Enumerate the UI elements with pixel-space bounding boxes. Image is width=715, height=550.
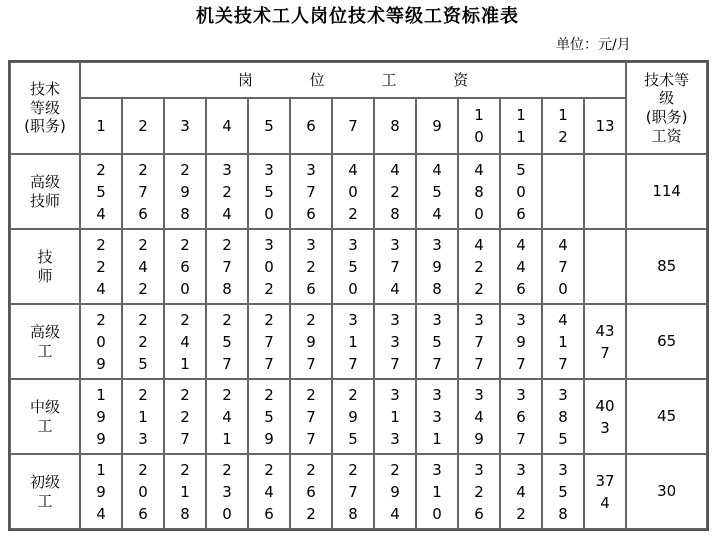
grade-wage-cell: 65 [626,304,707,379]
wage-cell: 2 7 7 [248,304,290,379]
column-header-7: 7 [332,98,374,154]
wage-cell: 4 2 2 [458,229,500,304]
wage-cell: 2 4 1 [206,379,248,454]
column-header-9: 9 [416,98,458,154]
column-header-3: 3 [164,98,206,154]
grade-label-line: 高级 [29,322,60,341]
wage-cell: 1 9 4 [80,454,122,529]
grade-label-line: 技 [37,247,53,266]
column-header-5: 5 [248,98,290,154]
wage-cell: 2 1 3 [122,379,164,454]
wage-cell: 3 5 7 [416,304,458,379]
grade-label-line: 工 [37,341,53,360]
wage-cell: 3 8 5 [542,379,584,454]
wage-cell: 3 1 3 [374,379,416,454]
wage-cell: 2 0 6 [122,454,164,529]
wage-cell: 3 3 1 [416,379,458,454]
wage-cell: 3 4 2 [500,454,542,529]
wage-cell: 3 2 4 [206,154,248,229]
wage-cell: 3 5 8 [542,454,584,529]
wage-cell: 3 7 6 [290,154,332,229]
wage-cell [584,229,626,304]
column-number-row [10,98,707,154]
unit-label: 单位：元/月 [556,37,631,53]
wage-cell: 43 7 [584,304,626,379]
wage-cell: 4 1 7 [542,304,584,379]
wage-cell: 2 5 9 [248,379,290,454]
wage-cell: 2 7 6 [122,154,164,229]
wage-cell: 3 3 7 [374,304,416,379]
wage-cell: 4 4 6 [500,229,542,304]
grade-label [10,229,80,304]
wage-cell [584,154,626,229]
wage-cell: 2 7 8 [206,229,248,304]
wage-cell: 3 7 7 [458,304,500,379]
wage-cell: 2 4 1 [164,304,206,379]
group-header-label: 岗 位 工 资 [237,70,495,89]
grade-label [10,154,80,229]
grade-wage-header-line: 工资 [651,126,682,145]
wage-cell: 2 2 5 [122,304,164,379]
grade-wage-header-line: (职务) [645,108,688,126]
wage-cell: 5 0 6 [500,154,542,229]
grade-label [10,379,80,454]
corner-header-line: 技术 [29,79,60,98]
wage-cell: 37 4 [584,454,626,529]
wage-cell: 2 3 0 [206,454,248,529]
header-row [10,62,707,98]
column-header-2: 2 [122,98,164,154]
wage-cell: 4 0 2 [332,154,374,229]
wage-cell: 1 9 9 [80,379,122,454]
grade-label-line: 技师 [29,191,60,210]
wage-cell: 40 3 [584,379,626,454]
column-header-11: 1 1 [500,98,542,154]
wage-cell: 3 7 4 [374,229,416,304]
column-header-12: 1 2 [542,98,584,154]
grade-wage-header-line: 技术等 [644,70,690,89]
wage-cell: 2 6 0 [164,229,206,304]
grade-wage-cell: 114 [626,154,707,229]
wage-cell: 2 9 4 [374,454,416,529]
wage-cell: 3 9 8 [416,229,458,304]
wage-cell: 2 7 8 [332,454,374,529]
wage-cell: 4 2 8 [374,154,416,229]
wage-cell: 3 1 0 [416,454,458,529]
wage-cell: 2 9 5 [332,379,374,454]
wage-cell: 2 2 4 [80,229,122,304]
table-row [10,154,707,229]
group-header [80,62,626,98]
wage-table [8,60,709,531]
wage-cell: 2 2 7 [164,379,206,454]
grade-label-line: 高级 [29,172,60,191]
column-header-6: 6 [290,98,332,154]
grade-wage-cell: 85 [626,229,707,304]
grade-wage-header [626,62,707,154]
wage-cell: 3 0 2 [248,229,290,304]
wage-cell: 2 4 2 [122,229,164,304]
grade-label-line: 师 [37,266,53,285]
wage-cell: 2 5 7 [206,304,248,379]
wage-cell: 3 5 0 [248,154,290,229]
column-header-4: 4 [206,98,248,154]
grade-label-line: 工 [37,491,53,510]
wage-cell: 4 8 0 [458,154,500,229]
wage-cell: 2 6 2 [290,454,332,529]
column-header-13: 13 [584,98,626,154]
corner-header-line: 等级 [29,98,60,117]
wage-cell: 3 1 7 [332,304,374,379]
grade-label-line: 初级 [29,472,60,491]
corner-header [10,62,80,154]
column-header-10: 1 0 [458,98,500,154]
wage-cell: 3 5 0 [332,229,374,304]
table-row [10,304,707,379]
wage-cell: 3 6 7 [500,379,542,454]
wage-cell: 3 4 9 [458,379,500,454]
wage-cell: 2 9 8 [164,154,206,229]
wage-cell: 2 5 4 [80,154,122,229]
column-header-1: 1 [80,98,122,154]
corner-header-line: (职务) [24,117,66,136]
wage-cell: 2 1 8 [164,454,206,529]
grade-wage-header-line: 级 [659,89,675,108]
wage-cell [542,154,584,229]
wage-cell: 3 2 6 [458,454,500,529]
grade-label [10,454,80,529]
wage-cell: 2 9 7 [290,304,332,379]
grade-wage-cell: 45 [626,379,707,454]
wage-cell: 3 9 7 [500,304,542,379]
column-header-8: 8 [374,98,416,154]
table-row [10,454,707,529]
grade-label-line: 工 [37,416,53,435]
wage-cell: 4 5 4 [416,154,458,229]
wage-cell: 2 0 9 [80,304,122,379]
wage-cell: 2 7 7 [290,379,332,454]
grade-label-line: 中级 [29,397,60,416]
grade-label [10,304,80,379]
table-row [10,379,707,454]
table-row [10,229,707,304]
grade-wage-cell: 30 [626,454,707,529]
page-title: 机关技术工人岗位技术等级工资标准表 [196,6,519,27]
wage-cell: 4 7 0 [542,229,584,304]
wage-cell: 2 4 6 [248,454,290,529]
wage-cell: 3 2 6 [290,229,332,304]
